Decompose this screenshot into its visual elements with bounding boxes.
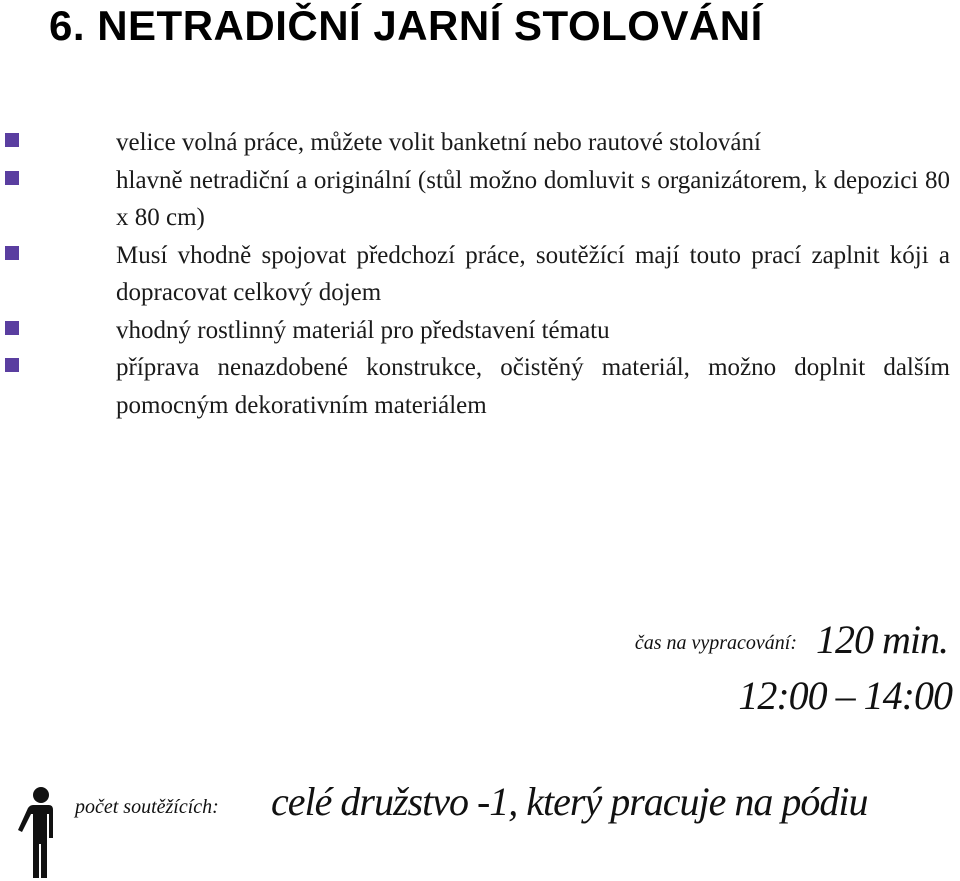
square-bullet-icon xyxy=(5,171,19,185)
person-icon xyxy=(12,786,60,880)
square-bullet-icon xyxy=(5,133,19,147)
list-item xyxy=(0,162,960,237)
list-item-text: vhodný rostlinný materiál pro představení tématu xyxy=(116,316,610,344)
list-item-text: příprava nenazdobené konstrukce, očistěný materiál, možno doplnit dalším pomocným dekorativním materiálem xyxy=(116,354,950,419)
contestants-value: celé družstvo -1, který pracuje na pódiu xyxy=(271,779,868,824)
list-item-text: hlavně netradiční a originální (stůl možno domluvit s organizátorem, k depozici 80 x 80 cm) xyxy=(116,166,950,231)
list-item-text: velice volná práce, můžete volit banketní nebo rautové stolování xyxy=(116,129,761,156)
contestants-label: počet soutěžících: xyxy=(75,796,219,818)
time-range: 12:00 – 14:00 xyxy=(738,673,952,718)
list-item xyxy=(0,312,960,350)
list-item xyxy=(0,349,960,424)
time-label: čas na vypracování: xyxy=(634,632,797,654)
list-item xyxy=(0,237,960,312)
list-item-text: Musí vhodně spojovat předchozí práce, soutěžící mají touto prací zaplnit kóji a dopracovat celkový dojem xyxy=(116,241,950,306)
square-bullet-icon xyxy=(5,358,19,372)
bullet-list xyxy=(0,124,960,424)
square-bullet-icon xyxy=(5,246,19,260)
page-title: 6. NETRADIČNÍ JARNÍ STOLOVÁNÍ xyxy=(49,2,763,49)
list-item xyxy=(0,124,960,162)
time-value: 120 min. xyxy=(816,617,948,662)
square-bullet-icon xyxy=(5,321,19,335)
